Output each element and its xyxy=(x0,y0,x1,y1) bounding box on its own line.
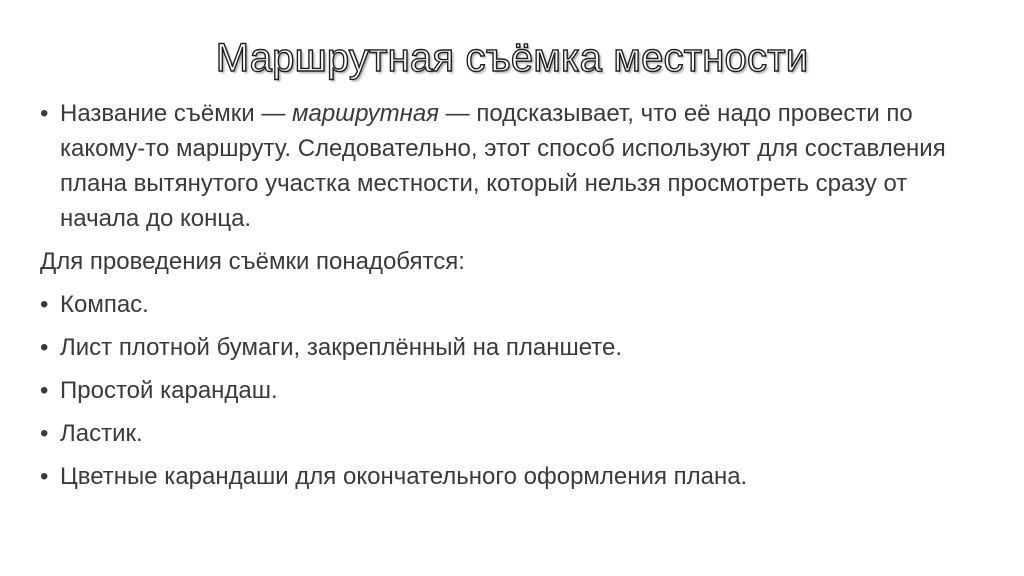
list-item xyxy=(40,330,990,365)
bullet-icon: • xyxy=(40,291,49,318)
list-item-text: Простой карандаш. xyxy=(60,377,278,404)
slide-content xyxy=(40,96,990,502)
list-item xyxy=(40,416,990,451)
list-item-text: Компас. xyxy=(60,291,149,318)
bullet-icon: • xyxy=(40,420,49,447)
requirements-heading: Для проведения съёмки понадобятся: xyxy=(40,248,465,275)
list-item xyxy=(40,459,990,494)
list-item xyxy=(40,287,990,322)
bullet-icon: • xyxy=(40,463,49,490)
list-item xyxy=(40,373,990,408)
list-item-text: Лист плотной бумаги, закреплённый на планшете. xyxy=(60,334,623,361)
list-item-text: Ластик. xyxy=(60,420,143,447)
bullet-icon: • xyxy=(40,100,49,127)
intro-text-before: Название съёмки — xyxy=(60,100,293,127)
intro-text-emphasis: маршрутная xyxy=(292,100,440,127)
slide-title: Маршрутная съёмка местности xyxy=(215,36,809,80)
list-item-text: Цветные карандаши для окончательного оформления плана. xyxy=(60,463,748,490)
intro-bullet-item xyxy=(40,96,990,236)
intro-text-after: — подсказывает, что её надо провести по какому-то маршруту. Следовательно, этот способ используют для составления плана вытянутого участка местности, который нельзя просмотреть сразу от начала до конца. xyxy=(60,100,946,232)
bullet-icon: • xyxy=(40,377,49,404)
bullet-icon: • xyxy=(40,334,49,361)
